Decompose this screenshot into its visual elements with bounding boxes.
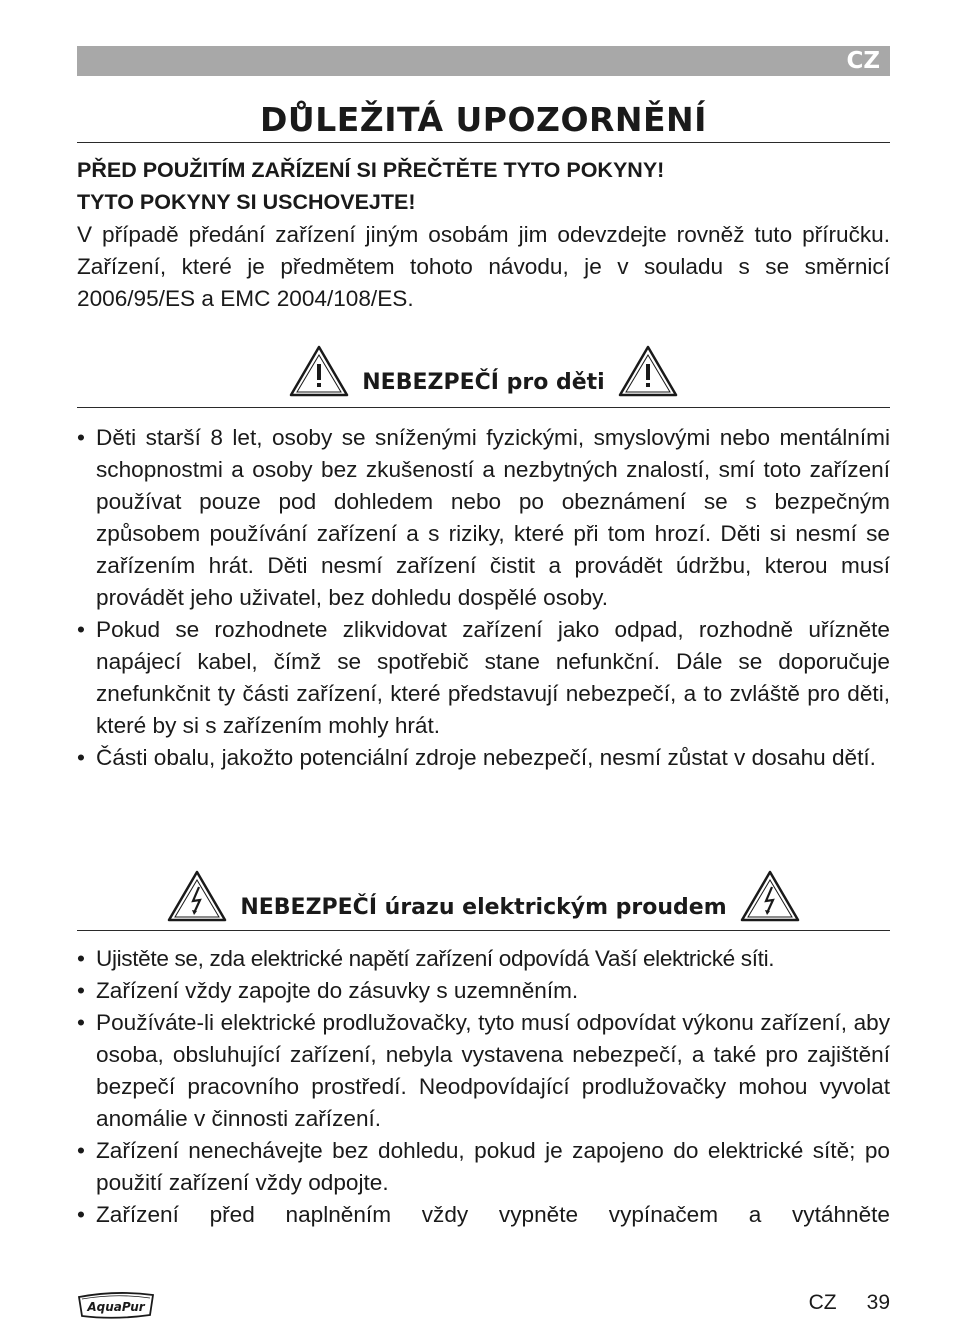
intro-warning-line-2: TYTO POKYNY SI USCHOVEJTE! <box>77 190 416 214</box>
page-title: DŮLEŽITÁ UPOZORNĚNÍ <box>260 100 707 139</box>
title-divider <box>77 142 890 143</box>
list-item: • Části obalu, jakožto potenciální zdroje nebezpečí, nesmí zůstat v dosahu dětí. <box>77 745 876 770</box>
electric-shock-warning-icon <box>739 869 801 923</box>
section-divider <box>77 930 890 931</box>
list-item: • Zařízení před naplněním vždy vypněte vypínačem a vytáhněte <box>77 1202 890 1227</box>
aquapur-logo <box>76 1289 156 1321</box>
electric-shock-warning-icon <box>166 869 228 923</box>
section-heading-children <box>77 344 890 398</box>
list-item: • Používáte-li elektrické prodlužovačky, tyto musí odpovídat výkonu zařízení, aby osoba, obsluhující zařízení, nebyla vystavena nebezpečí, a také pro zajištění bezpečí pracovního prostředí. Neodpovídající prodlužovačky mohou vyvolat anomálie v činnosti zařízení. <box>77 1010 890 1131</box>
intro-paragraph: V případě předání zařízení jiným osobám jim odevzdejte rovněž tuto příručku. Zařízení, které je předmětem tohoto návodu, je v souladu s se směrnicí 2006/95/ES a EMC 2004/108/ES. <box>77 222 890 311</box>
list-item: • Zařízení nenechávejte bez dohledu, pokud je zapojeno do elektrické sítě; po použití zařízení vždy odpojte. <box>77 1138 890 1195</box>
footer-language-code: CZ <box>808 1291 837 1314</box>
exclamation-warning-icon <box>288 344 350 398</box>
children-hazard-list <box>77 422 890 774</box>
exclamation-warning-icon <box>617 344 679 398</box>
section-divider <box>77 407 890 408</box>
list-item: • Děti starší 8 let, osoby se sníženými fyzickými, smyslovými nebo mentálními schopnostmi a osoby bez zkušeností a nezbytných znalostí, smí toto zařízení používat pouze pod dohledem nebo po obeznámení se s bezpečným způsobem používání zařízení a s riziky, které při tom hrozí. Děti si nesmí se zařízením hrát. Děti nesmí zařízení čistit a provádět údržbu, kterou musí provádět jeho uživatel, bez dohledu dospělé osoby. <box>77 425 890 610</box>
language-header-bar <box>77 46 890 76</box>
list-item: • Pokud se rozhodnete zlikvidovat zařízení jako odpad, rozhodně uřízněte napájecí kabel, čímž se spotřebič stane nefunkční. Dále se doporučuje znefunkčnit ty části zařízení, které představují nebezpečí, a to zvláště pro děti, které by si s zařízením mohly hrát. <box>77 617 890 738</box>
language-code: CZ <box>846 48 880 74</box>
list-item: • Zařízení vždy zapojte do zásuvky s uzemněním. <box>77 978 579 1003</box>
page-footer <box>809 1290 890 1316</box>
svg-text:AquaPur: AquaPur <box>87 1300 145 1314</box>
page-number: 39 <box>866 1291 890 1314</box>
intro-warning-line-1: PŘED POUŽITÍM ZAŘÍZENÍ SI PŘEČTĚTE TYTO POKYNY! <box>77 158 665 182</box>
section-title-electric: NEBEZPEČÍ úrazu elektrickým proudem <box>240 895 727 920</box>
list-item: • Ujistěte se, zda elektrické napětí zařízení odpovídá Vaší elektrické síti. <box>77 946 775 971</box>
section-heading-electric <box>77 869 890 923</box>
electric-hazard-list <box>77 943 890 1231</box>
section-title-children: NEBEZPEČÍ pro děti <box>362 370 605 395</box>
